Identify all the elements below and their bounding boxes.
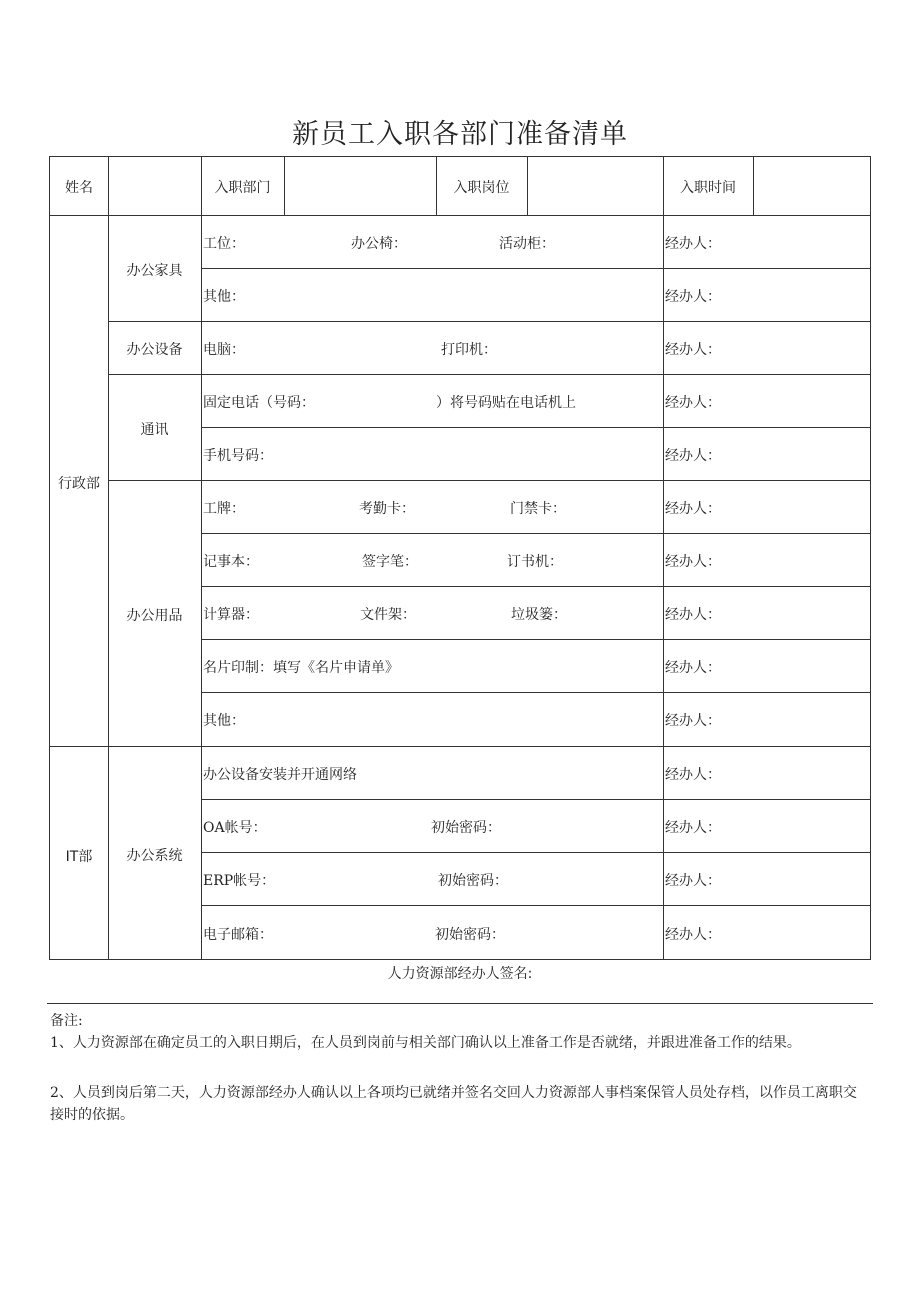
item-notebook: 记事本： — [203, 554, 259, 570]
category-comm: 通讯 — [140, 422, 169, 438]
item-erp-password: 初始密码： — [438, 873, 508, 889]
category-it-system: 办公系统 — [126, 848, 183, 864]
divider — [47, 1003, 873, 1004]
item-supplies-other: 其他： — [203, 713, 245, 729]
item-workstation: 工位： — [203, 236, 245, 252]
item-file-rack: 文件架： — [360, 607, 416, 623]
name-field[interactable] — [110, 158, 199, 213]
item-oa-password: 初始密码： — [431, 820, 501, 836]
handler-label: 经办人： — [665, 448, 721, 464]
handler-label: 经办人： — [665, 713, 721, 729]
item-network: 办公设备安装并开通网络 — [203, 767, 357, 783]
handler-label: 经办人： — [665, 289, 721, 305]
handler-label: 经办人： — [665, 873, 721, 889]
item-badge: 工牌： — [203, 501, 245, 517]
item-mobile: 手机号码： — [203, 448, 273, 464]
category-equipment: 办公设备 — [126, 342, 183, 358]
item-computer: 电脑： — [203, 342, 245, 358]
item-furniture-other: 其他： — [203, 289, 245, 305]
item-email-password: 初始密码： — [435, 927, 505, 943]
item-printer: 打印机： — [441, 342, 497, 358]
hr-signature-label: 人力资源部经办人签名: — [387, 966, 533, 982]
name-label: 姓名 — [65, 180, 93, 196]
dept-field[interactable] — [286, 158, 434, 213]
handler-label: 经办人： — [665, 607, 721, 623]
handler-label: 经办人： — [665, 342, 721, 358]
item-access-card: 门禁卡： — [510, 501, 566, 517]
dept-admin: 行政部 — [58, 476, 100, 492]
notes-heading: 备注: — [50, 1013, 83, 1029]
dept-it: IT部 — [65, 849, 93, 865]
handler-label: 经办人： — [665, 395, 721, 411]
note-item-2: 2、人员到岗后第二天，人力资源部经办人确认以上各项均已就绪并签名交回人力资源部人事档案保管人员处存档，以作员工离职交接时的依据。 — [50, 1085, 857, 1123]
item-email: 电子邮箱： — [203, 927, 273, 943]
category-supplies: 办公用品 — [126, 608, 183, 624]
item-chair: 办公椅： — [351, 236, 407, 252]
category-furniture: 办公家具 — [126, 263, 183, 279]
handler-label: 经办人： — [665, 820, 721, 836]
handler-label: 经办人： — [665, 660, 721, 676]
item-trash-bin: 垃圾篓： — [511, 607, 567, 623]
item-erp-account: ERP帐号： — [203, 873, 276, 889]
handler-label: 经办人： — [665, 767, 721, 783]
item-cabinet: 活动柜： — [499, 236, 555, 252]
position-label: 入职岗位 — [453, 180, 510, 196]
handler-label: 经办人： — [665, 554, 721, 570]
date-label: 入职时间 — [680, 180, 736, 196]
handler-label: 经办人： — [665, 236, 721, 252]
item-pen: 签字笔： — [362, 554, 418, 570]
page-title: 新员工入职各部门准备清单 — [292, 119, 628, 150]
handler-label: 经办人： — [665, 501, 721, 517]
item-attendance-card: 考勤卡： — [359, 501, 415, 517]
handler-label: 经办人： — [665, 927, 721, 943]
item-calculator: 计算器： — [203, 607, 259, 623]
item-business-card: 名片印制：填写《名片申请单》 — [203, 660, 399, 676]
item-landline: 固定电话（号码： — [203, 395, 315, 411]
item-oa-account: OA帐号： — [203, 820, 267, 836]
date-field[interactable] — [755, 158, 868, 213]
item-stapler: 订书机： — [507, 554, 563, 570]
note-item-1: 1、人力资源部在确定员工的入职日期后，在人员到岗前与相关部门确认以上准备工作是否就绪，并跟进准备工作的结果。 — [50, 1035, 801, 1051]
position-field[interactable] — [529, 158, 661, 213]
dept-label: 入职部门 — [214, 180, 271, 196]
item-landline-note: ）将号码贴在电话机上 — [436, 395, 576, 411]
